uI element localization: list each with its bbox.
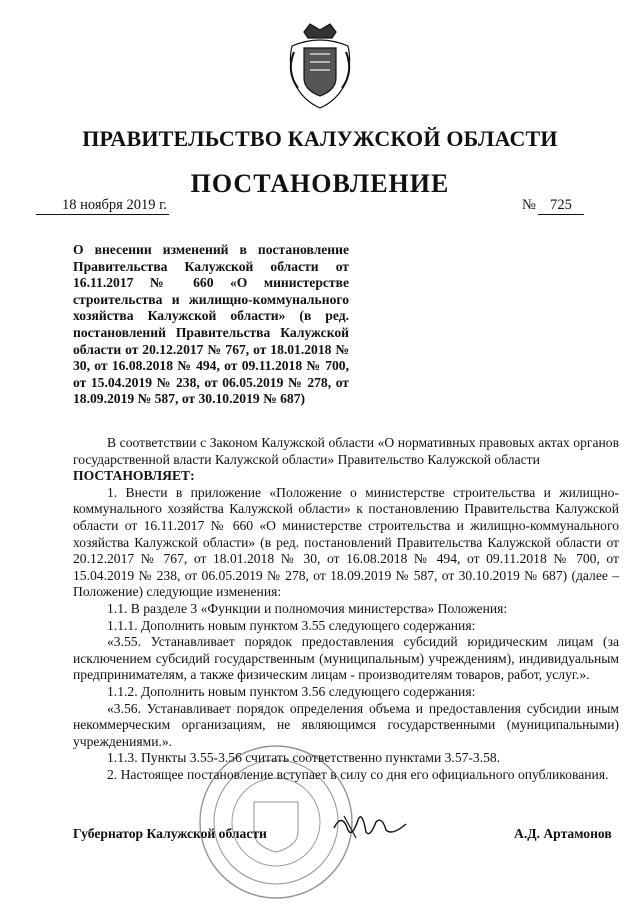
paragraph-1-1: 1.1. В разделе 3 «Функции и полномочия министерства» Положения: (107, 600, 508, 616)
decree-word: ПОСТАНОВЛЯЕТ: (73, 468, 195, 484)
document-subject: О внесении изменений в постановление Правительства Калужской области от 16.11.2017 № 660 «О министерстве строительства и жилищно-коммунального хозяйства Калужской области» (в ред. постановлений Правительства Калужской области от 20.12.2017 № 767, от 18.01.2018 № 30, от 16.08.2018 № 494, от 09.11.2018 № 700, от 15.04.2019 № 238, от 06.05.2019 № 278, от 18.09.2019 № 587, от 30.10.2019 № 687) (73, 242, 349, 407)
signer-position: Губернатор Калужской области (73, 826, 267, 841)
document-date: 18 ноября 2019 г. (36, 196, 169, 215)
quote-3-56: «3.56. Устанавливает порядок определения объема и предоставления субсидии иным некоммерческим организациям, не являющимся государственными (муниципальными) учреждениями.». (73, 700, 619, 749)
preamble-paragraph: В соответствии с Законом Калужской области «О нормативных правовых актах органов государственной власти Калужской области» Правительство Калужской области (73, 435, 619, 467)
handwritten-signature (330, 808, 410, 842)
document-number: 725 (538, 196, 584, 215)
paragraph-1: 1. Внести в приложение «Положение о министерстве строительства и жилищно-коммунального хозяйства Калужской области» к постановлению Правительства Калужской области от 16.11.2017 № 660 «О министерстве строительства и жилищно-коммунального хозяйства Калужской области» (в ред. постановлений Правительства Калужской области от 20.12.2017 № 767, от 18.01.2018 № 30, от 16.08.2018 № 494, от 09.11.2018 № 700, от 15.04.2019 № 238, от 06.05.2019 № 278, от 18.09.2019 № 587, от 30.10.2019 № 687) (далее – Положение) следующие изменения: (73, 484, 619, 600)
coat-of-arms-emblem (284, 22, 356, 110)
paragraph-1-1-1: 1.1.1. Дополнить новым пунктом 3.55 следующего содержания: (107, 617, 476, 633)
number-label: № (522, 197, 536, 213)
quote-3-55: «3.55. Устанавливает порядок предоставления субсидий юридическим лицам (за исключением субсидий государственным (муниципальным) учреждениям), индивидуальным предпринимателям, а также физическим лицам - производителям товаров, работ, услуг.». (73, 634, 619, 683)
paragraph-2: 2. Настоящее постановление вступает в силу со дня его официального опубликования. (107, 766, 609, 782)
paragraph-1-1-2: 1.1.2. Дополнить новым пунктом 3.56 следующего содержания: (107, 683, 476, 699)
government-title: ПРАВИТЕЛЬСТВО КАЛУЖСКОЙ ОБЛАСТИ (82, 126, 558, 151)
signer-name: А.Д. Артамонов (514, 826, 612, 841)
document-body (73, 435, 619, 783)
document-type-heading: ПОСТАНОВЛЕНИЕ (190, 169, 450, 198)
paragraph-1-1-3: 1.1.3. Пункты 3.55-3.56 считать соответственно пунктами 3.57-3.58. (107, 750, 501, 766)
